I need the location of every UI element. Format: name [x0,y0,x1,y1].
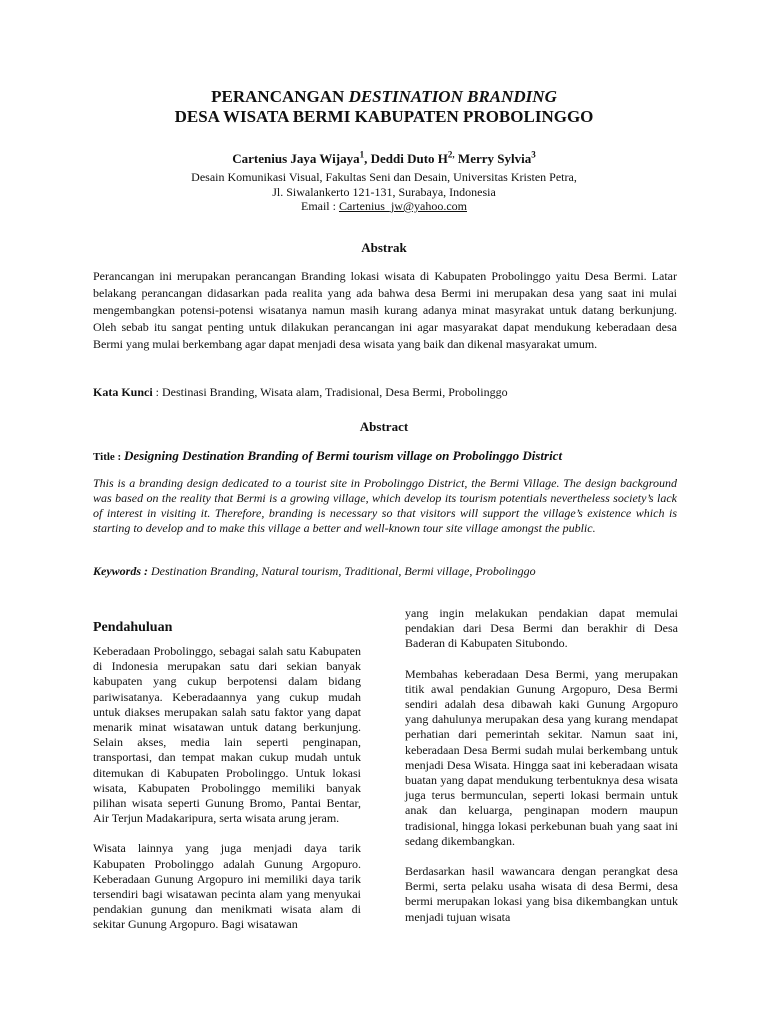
paper-title-line2: DESA WISATA BERMI KABUPATEN PROBOLINGGO [174,107,594,126]
email-link[interactable]: Cartenius_jw@yahoo.com [338,199,468,213]
abstract-title-label: Title : [93,451,124,463]
title-italic: DESTINATION BRANDING [348,87,557,106]
abstract-body: This is a branding design dedicated to a tourist site in Probolinggo District, the Bermi Village. The design background was based on the reality that Bermi is a growing village, which develop its tourism potentials nevertheless society’s lack of interest in visiting it. Therefore, branding is necessary so that visitors will support the village’s existence which is starting to develop and to make this village a better and well-known tour site village amongst the public. [93,476,677,535]
author-sup: 2, [447,149,455,160]
paragraph: Berdasarkan hasil wawancara dengan perangkat desa Bermi, serta pelaku usaha wisata di desa Bermi, desa bermi merupakan lokasi yang bisa dikembangkan untuk menjadi tujuan wisata [405,864,678,924]
abstract-heading: Abstract [359,419,409,434]
author-name: , Deddi Duto H [364,151,448,166]
paragraph: Keberadaan Probolinggo, sebagai salah satu Kabupaten di Indonesia merupakan satu dari sekian banyak kabupaten yang cukup berpotensi dalam bidang pariwisatanya. Keberadaannya yang cukup mudah untuk diakses merupakan salah satu faktor yang dapat menarik minat wisatawan untuk datang berkunjung. Selain akses, media lain seperti penginapan, transportasi, dan tempat makan cukup mudah untuk ditemukan di Kabupaten Probolinggo. Untuk lokasi wisata, Kabupaten Probolinggo memiliki banyak pilihan wisata seperti Gunung Bromo, Pantai Bentar, Air Terjun Madakaripura, serta wisata arung jeram. [93,644,361,826]
author-sup: 1 [359,149,365,160]
affiliation-line2: Jl. Siwalankerto 121-131, Surabaya, Indonesia [272,185,496,199]
email-label: Email : [300,199,339,213]
abstrak-body: Perancangan ini merupakan perancangan Branding lokasi wisata di Kabupaten Probolinggo yaitu Desa Bermi. Latar belakang perancangan didasarkan pada realita yang ada bahwa desa Bermi ini merupakan desa yang saat ini mulai mengembangkan potensi-potensi wisatanya namun masih kurang adanya minat masyrakat untuk datang berkunjung. Oleh sebab itu sangat penting untuk dilakukan perancangan ini agar masyarakat dapat mendukung keberadaan desa Bermi yang mulai berkembang agar dapat menjadi desa wisata yang baik dan dikenal masyarakat umum. [93,269,677,351]
author-name: Cartenius Jaya Wijaya [232,151,360,166]
right-column [405,606,678,940]
kata-kunci-text: : Destinasi Branding, Wisata alam, Tradisional, Desa Bermi, Probolinggo [152,385,508,399]
section-heading-pendahuluan: Pendahuluan [93,620,173,635]
paragraph: Wisata lainnya yang juga menjadi daya tarik Kabupaten Probolinggo adalah Gunung Argopuro. Keberadaan Gunung Argopuro ini memiliki daya tarik tersendiri bagi wisatawan pecinta alam yang menyukai pendakian gunung dan menikmati wisata alam di sekitar Gunung Argopuro. Bagi wisatawan [93,841,361,932]
abstract-title: Designing Destination Branding of Bermi tourism village on Probolinggo District [123,448,563,463]
author-sup: 3 [531,149,536,160]
author-list [0,150,768,168]
kata-kunci-label: Kata Kunci [93,385,153,399]
abstrak-heading: Abstrak [361,240,407,255]
paragraph: yang ingin melakukan pendakian dapat memulai pendakian dari Desa Bermi dan berakhir di Desa Baderan di Kabupaten Situbondo. [405,606,678,651]
abstract-title-line [93,448,693,464]
keywords-label: Keywords : [93,564,148,578]
affiliation-line1: Desain Komunikasi Visual, Fakultas Seni dan Desain, Universitas Kristen Petra, [191,170,577,184]
keywords-text: Destination Branding, Natural tourism, Traditional, Bermi village, Probolinggo [148,564,536,578]
kata-kunci [93,384,683,400]
author-name: Merry Sylvia [454,151,532,166]
paragraph: Membahas keberadaan Desa Bermi, yang merupakan titik awal pendakian Gunung Argopuro, Desa Bermi sendiri adalah desa dibawah kaki Gunung Argopuro yang dahulunya merupakan desa yang kurang mendapat perhatian dari pemerintah sekitar. Namun saat ini, keberadaan Desa Bermi sudah mulai berkembang untuk menjadi Desa Wisata. Hingga saat ini keberadaan wisata buatan yang dapat mendukung terbentuknya desa wisata juga terus bermunculan, seperti lokasi bermain untuk anak dan keluarga, penginapan modern maupun tradisional, hingga lokasi perkebunan buah yang saat ini sedang dikembangkan. [405,666,678,848]
title-plain: PERANCANGAN [211,87,349,106]
paper-title-line1 [0,87,768,107]
left-column [93,644,361,948]
email-line [0,199,768,214]
keywords [93,563,683,579]
